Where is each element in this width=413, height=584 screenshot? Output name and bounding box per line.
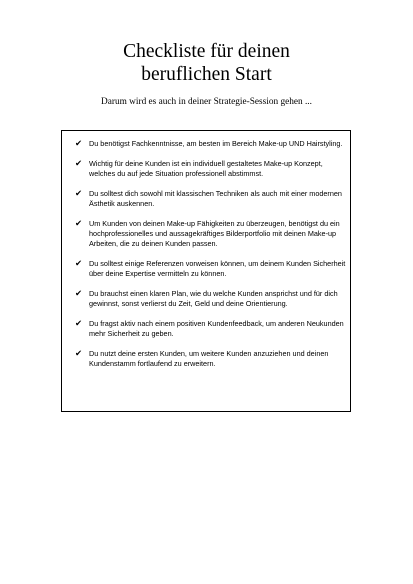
checklist-item-text: Du brauchst einen klaren Plan, wie du welche Kunden ansprichst und für dich gewinnst, sonst verlierst du Zeit, Geld und deine Orientierung. bbox=[89, 289, 338, 309]
checkmark-icon: ✔ bbox=[75, 158, 83, 169]
checkmark-icon: ✔ bbox=[75, 319, 83, 329]
page-title bbox=[0, 40, 413, 86]
checkmark-icon: ✔ bbox=[75, 349, 83, 359]
checklist-item bbox=[75, 289, 350, 310]
checkmark-icon: ✔ bbox=[75, 139, 83, 149]
checklist-item-text: Du fragst aktiv nach einem positiven Kundenfeedback, um anderen Neukunden mehr Sicherheit zu geben. bbox=[89, 319, 344, 339]
checkmark-icon: ✔ bbox=[75, 289, 83, 299]
checkmark-icon: ✔ bbox=[75, 188, 83, 199]
checklist-item-text: Du solltest einige Referenzen vorweisen können, um deinem Kunden Sicherheit über deine Expertise vermitteln zu können. bbox=[89, 259, 346, 279]
checklist-item-text: Wichtig für deine Kunden ist ein individuell gestaltetes Make-up Konzept, welches du auf jede Situation professionell abstimmst. bbox=[89, 158, 323, 178]
page-title-line-1: Checkliste für deinen bbox=[123, 41, 290, 62]
checklist-item bbox=[75, 259, 350, 280]
checklist-box bbox=[61, 130, 351, 412]
checklist-item-text: Du solltest dich sowohl mit klassischen Techniken als auch mit einer modernen Ästhetik auskennen. bbox=[89, 188, 342, 208]
checklist-item bbox=[75, 349, 350, 370]
checklist-item bbox=[75, 139, 350, 149]
checklist-item bbox=[75, 159, 350, 180]
checklist-item bbox=[75, 319, 350, 340]
page-subtitle: Darum wird es auch in deiner Strategie-Session gehen ... bbox=[101, 97, 312, 107]
checklist-item bbox=[75, 189, 350, 210]
checklist-item-text: Du benötigst Fachkenntnisse, am besten im Bereich Make-up UND Hairstyling. bbox=[89, 139, 343, 148]
checkmark-icon: ✔ bbox=[75, 218, 83, 229]
checklist-item-text: Du nutzt deine ersten Kunden, um weitere Kunden anzuziehen und deinen Kundenstamm fortlaufend zu erweitern. bbox=[89, 349, 329, 369]
checklist-item-text: Um Kunden von deinen Make-up Fähigkeiten zu überzeugen, benötigst du ein hochprofessionelles und aussagekräftiges Bilderportfolio mit deinen Make-up Arbeiten, die zu deinen Kunden passen. bbox=[89, 218, 340, 249]
page-title-line-2: beruflichen Start bbox=[141, 64, 272, 85]
checkmark-icon: ✔ bbox=[75, 259, 83, 269]
checklist-item bbox=[75, 219, 350, 250]
checklist bbox=[75, 139, 350, 379]
